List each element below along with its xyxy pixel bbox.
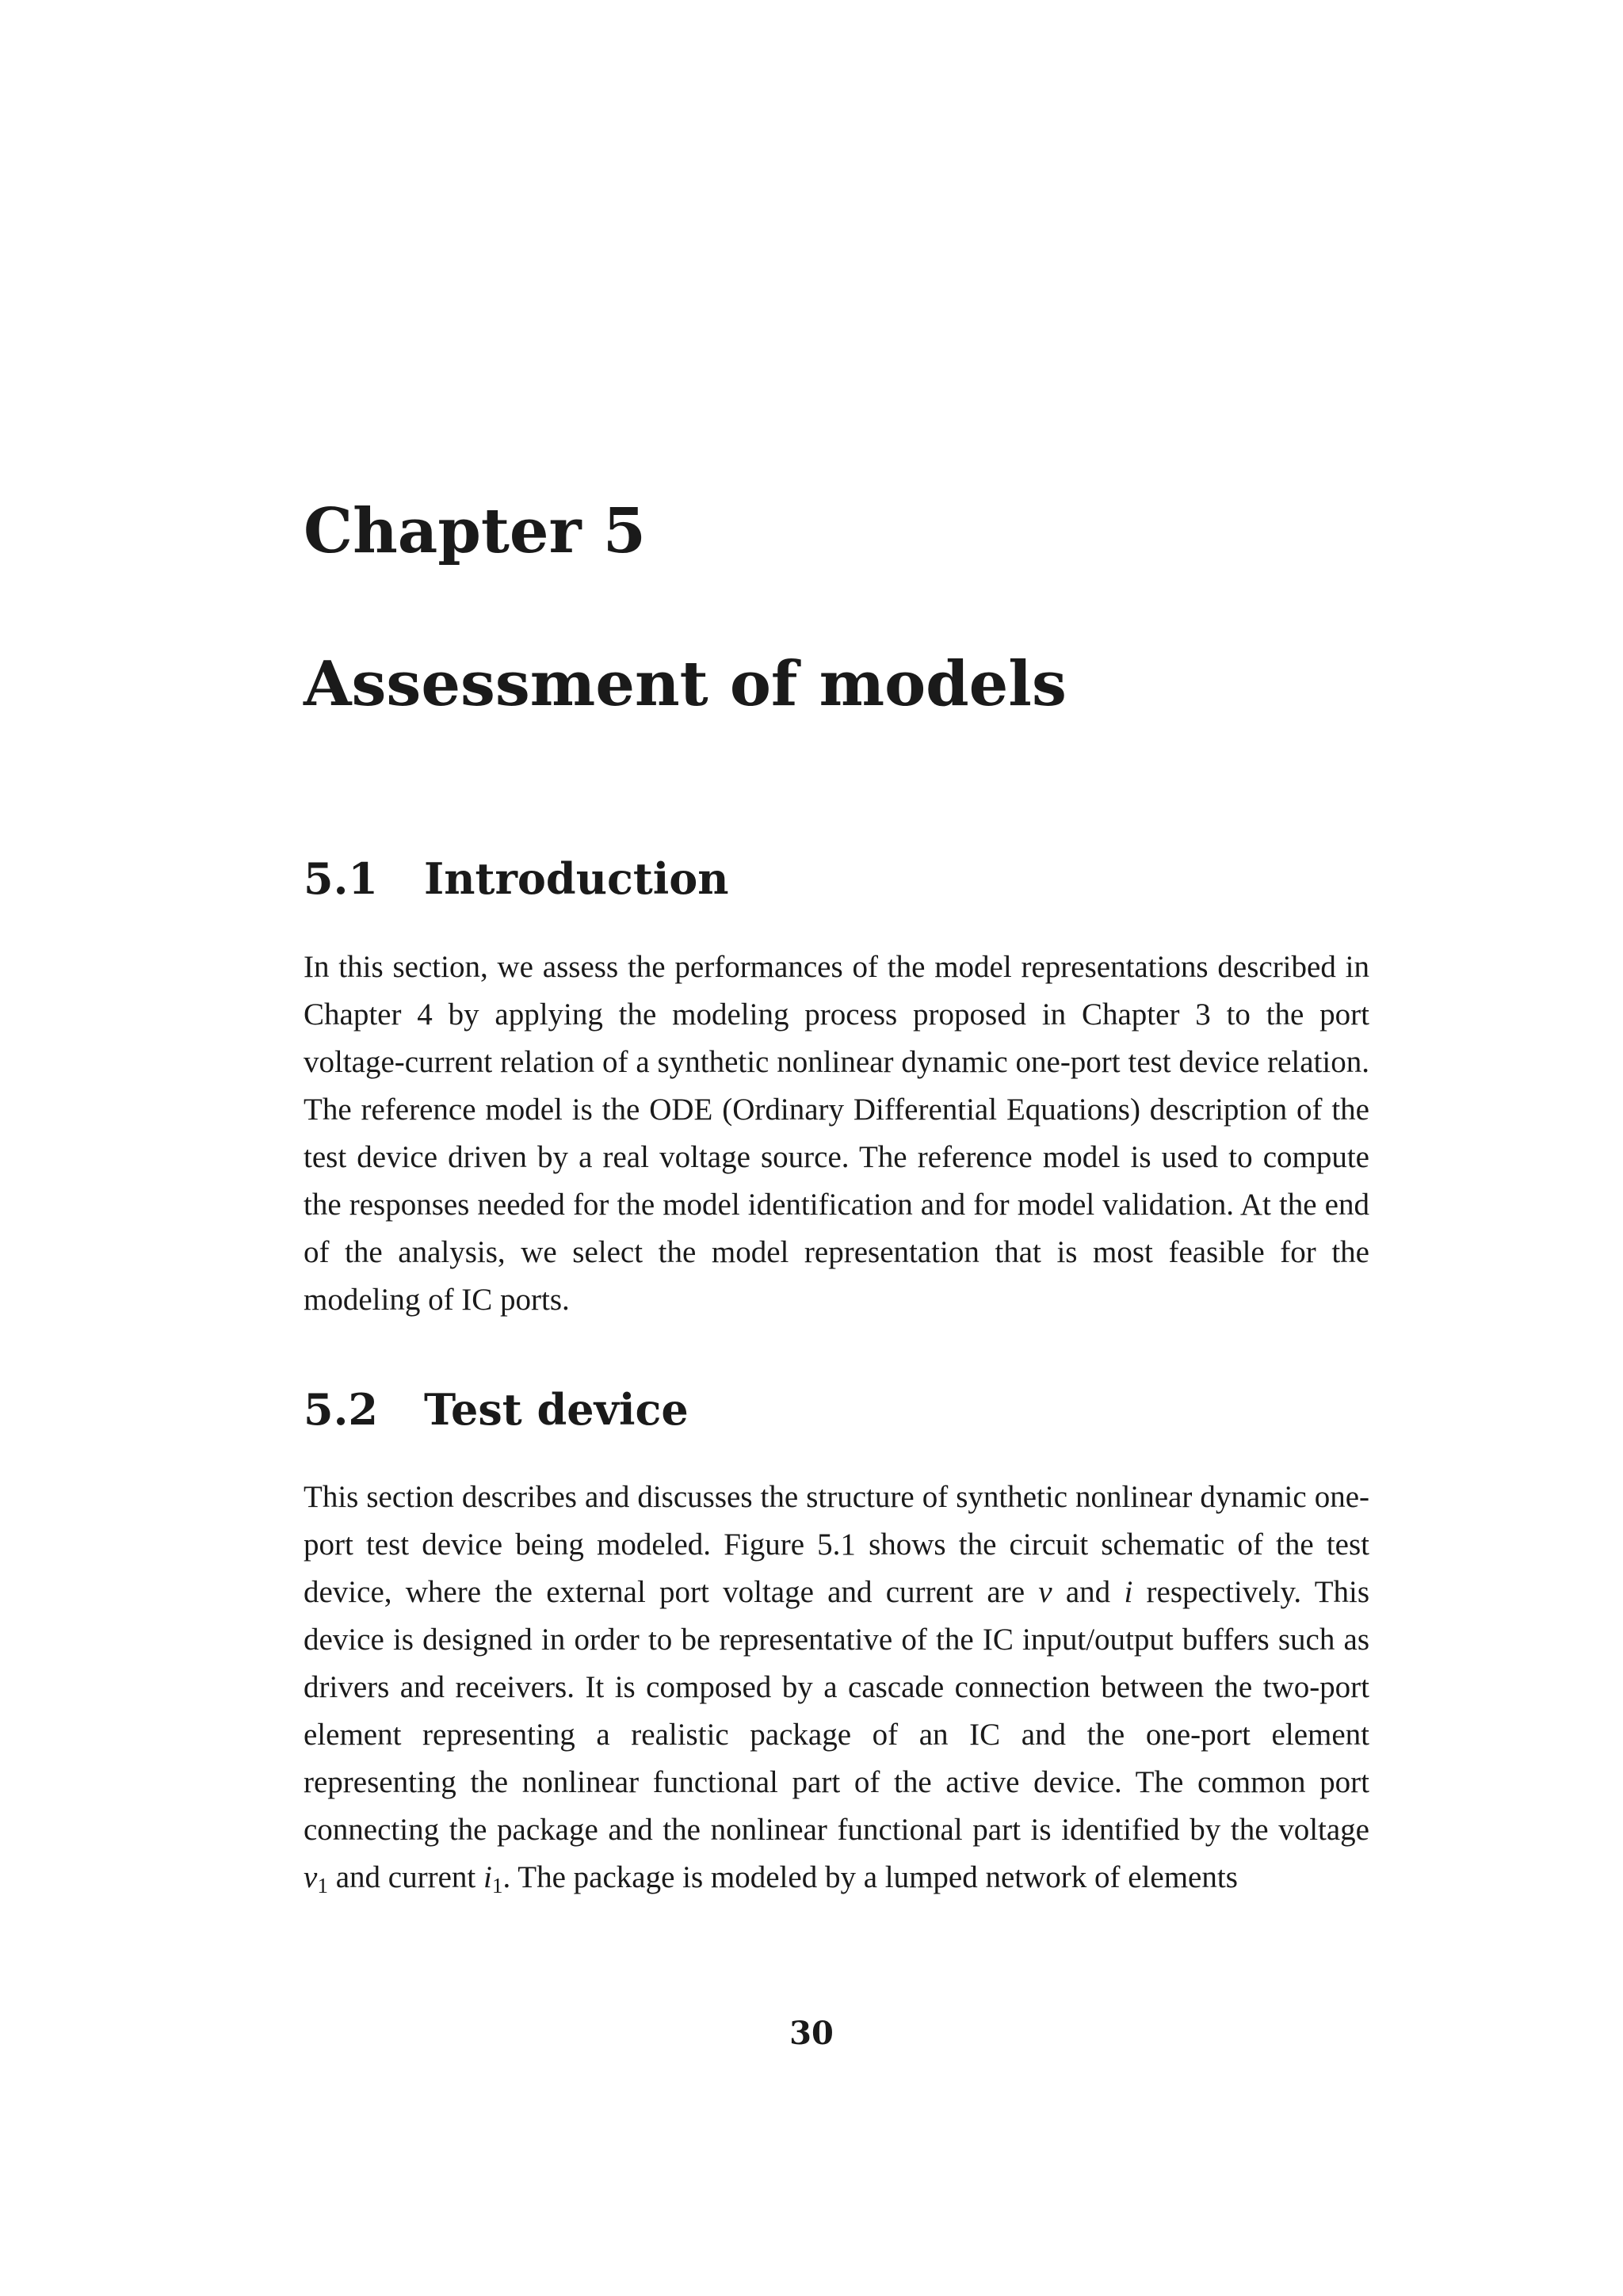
- chapter-title: Assessment of models: [304, 648, 1067, 720]
- variable-v1: [304, 1860, 328, 1897]
- section-title: Test device: [424, 1384, 689, 1435]
- paragraph-text: and: [1065, 1575, 1111, 1609]
- variable-subscript: 1: [317, 1873, 328, 1897]
- section-title: Introduction: [424, 853, 729, 904]
- section-heading-introduction: [304, 853, 729, 904]
- variable-i1: [483, 1860, 503, 1897]
- section-number: 5.2: [304, 1384, 378, 1435]
- paragraph-text: This section describes and discusses the structure of synthetic nonlinear dynamic one-port test device being modeled. Figure 5.1 shows the circuit schematic of the test device, where the external port voltage and current are: [304, 1480, 1369, 1609]
- variable-base: i: [483, 1860, 492, 1894]
- variable-v: v: [1038, 1575, 1052, 1609]
- paragraph-text: respectively. This device is designed in order to be representative of the IC input/output buffers such as drivers and receivers. It is composed by a cascade connection between the two-port element representing a realistic package of an IC and the one-port element representing the nonlinear functional part of the active device. The common port connecting the package and the nonlinear functional part is identified by the voltage: [304, 1575, 1370, 1847]
- variable-subscript: 1: [491, 1873, 503, 1897]
- section-heading-test-device: [304, 1384, 689, 1435]
- paragraph-text: and current: [335, 1860, 476, 1894]
- paragraph-text: . The package is modeled by a lumped network of elements: [502, 1860, 1238, 1894]
- variable-i: i: [1124, 1575, 1133, 1609]
- page-number: 30: [789, 2015, 834, 2052]
- variable-base: v: [304, 1860, 318, 1894]
- introduction-paragraph: In this section, we assess the performances of the model representations described in Chapter 4 by applying the modeling process proposed in Chapter 3 to the port voltage-current relation of a synthetic nonlinear dynamic one-port test device relation. The reference model is the ODE (Ordinary Differential Equations) description of the test device driven by a real voltage source. The reference model is used to compute the responses needed for the model identification and for model validation. At the end of the analysis, we select the model representation that is most feasible for the modeling of IC ports.: [304, 950, 1369, 1317]
- section-number: 5.1: [304, 853, 378, 904]
- test-device-paragraph: [304, 1474, 1369, 1901]
- chapter-label: Chapter 5: [304, 495, 647, 567]
